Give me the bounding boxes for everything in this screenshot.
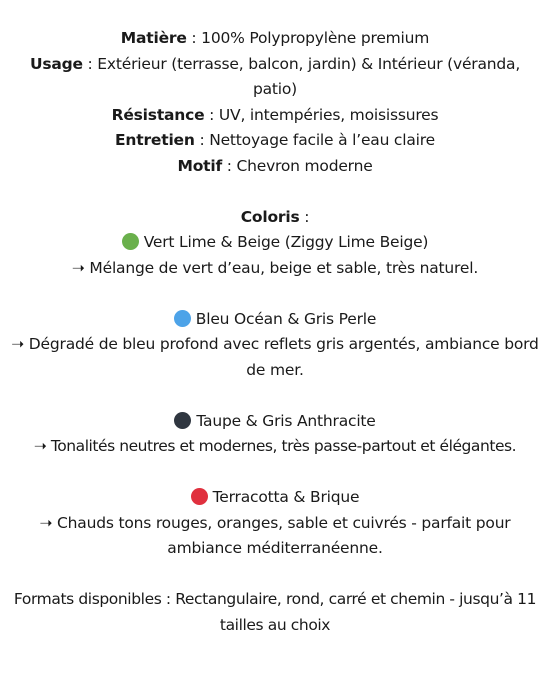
color-name-row: [0, 485, 550, 511]
black-circle-icon: [174, 412, 191, 429]
spec-resistance-label: Résistance: [111, 105, 205, 124]
spec-care-value: : Nettoyage facile à l’eau claire: [194, 131, 435, 149]
spec-material-value: : 100% Polypropylène premium: [186, 29, 430, 47]
color-description: ➝ Dégradé de bleu profond avec reflets gris argentés, ambiance bord de mer.: [11, 335, 539, 379]
color-description: ➝ Tonalités neutres et modernes, très passe-partout et élégantes.: [33, 437, 517, 455]
color-name-row: [0, 307, 550, 333]
color-name: Bleu Océan & Gris Perle: [195, 309, 377, 328]
color-name-row: [0, 409, 550, 435]
spacer: [0, 460, 550, 486]
formats-text: Formats disponibles : Rectangulaire, rond, carré et chemin - jusqu’à 11 tailles au choix: [13, 590, 537, 634]
spec-usage: [0, 52, 550, 103]
spacer: [0, 562, 550, 588]
color-option-blue: [0, 307, 550, 384]
colors-heading-label: Coloris: [240, 207, 300, 226]
spec-material-label: Matière: [120, 29, 187, 47]
color-description: ➝ Mélange de vert d’eau, beige et sable, très naturel.: [71, 258, 479, 277]
spec-usage-label: Usage: [29, 54, 83, 73]
color-name: Terracotta & Brique: [212, 488, 360, 506]
spacer: [0, 383, 550, 409]
blue-circle-icon: [174, 310, 191, 327]
color-name-row: [0, 230, 550, 256]
red-circle-icon: [191, 488, 208, 505]
spec-material: [0, 26, 550, 52]
color-name: Vert Lime & Beige (Ziggy Lime Beige): [143, 233, 429, 251]
spec-pattern-value: : Chevron moderne: [222, 156, 373, 175]
colors-heading-suffix: :: [299, 207, 310, 226]
spacer: [0, 179, 550, 205]
color-option-green: [0, 230, 550, 281]
green-circle-icon: [122, 233, 139, 250]
colors-heading: [0, 205, 550, 231]
spec-resistance-value: : UV, intempéries, moisissures: [204, 105, 439, 124]
spec-care-label: Entretien: [115, 131, 195, 149]
spec-pattern-label: Motif: [177, 156, 223, 175]
color-description: ➝ Chauds tons rouges, oranges, sable et cuivrés - parfait pour ambiance méditerranéenne.: [39, 513, 511, 557]
spec-care: [0, 128, 550, 154]
spec-pattern: [0, 154, 550, 180]
color-option-dark: [0, 409, 550, 460]
color-option-red: [0, 485, 550, 562]
color-name: Taupe & Gris Anthracite: [196, 411, 376, 430]
spec-resistance: [0, 103, 550, 129]
spacer: [0, 281, 550, 307]
spec-usage-value: : Extérieur (terrasse, balcon, jardin) & Intérieur (véranda, patio): [82, 54, 521, 98]
